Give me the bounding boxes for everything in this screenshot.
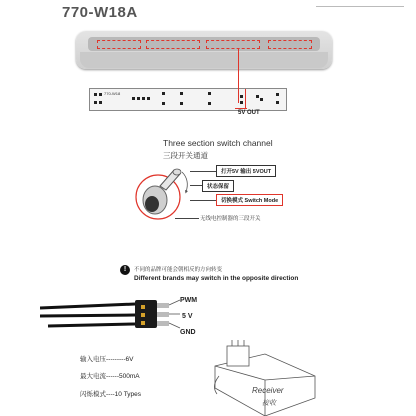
- switch-label-hold: 状态保留: [202, 180, 234, 192]
- led-segment-left: [97, 40, 141, 49]
- servo-connector-cable: [40, 296, 190, 336]
- spec-voltage: 输入电压---------6V: [80, 356, 134, 363]
- model-title: 770-W18A: [62, 4, 138, 21]
- switch-label-mode: 切换模式 Switch Mode: [216, 194, 283, 206]
- spec-flash-modes: 闪烁模式----10 Types: [80, 391, 142, 398]
- vout-wire: [245, 89, 246, 109]
- note-cn: 不同的品牌可能会朝相反的方向转变: [134, 267, 223, 273]
- led-segment-center-right: [206, 40, 260, 49]
- spec-current: 最大电流------500mA: [80, 373, 140, 380]
- led-segment-center-left: [146, 40, 200, 49]
- vout-label: 5V OUT: [238, 110, 260, 116]
- switch-label-5vout: 打开5V 输出 5VOUT: [216, 165, 276, 177]
- pin-pwm: PWM: [180, 297, 198, 304]
- led-segment-right: [268, 40, 312, 49]
- warning-icon: !: [120, 265, 130, 275]
- switch-title: Three section switch channel: [163, 138, 273, 148]
- board-silk-label: 770-W18: [104, 91, 121, 96]
- note-en: Different brands may switch in the opposite direction: [134, 275, 299, 282]
- pin-gnd: GND: [180, 329, 196, 336]
- header-strip: [316, 0, 404, 7]
- pin-5v: 5 V: [182, 313, 193, 320]
- switch-title-cn: 三段开关通道: [163, 151, 208, 160]
- receiver-label: Receiver: [252, 386, 284, 395]
- receiver-label-cn: 接收: [262, 400, 276, 407]
- lamp-lower-body: [80, 52, 328, 68]
- switch-caption: 无线电控制器的三段开关: [200, 216, 261, 222]
- led-wire: [238, 49, 239, 103]
